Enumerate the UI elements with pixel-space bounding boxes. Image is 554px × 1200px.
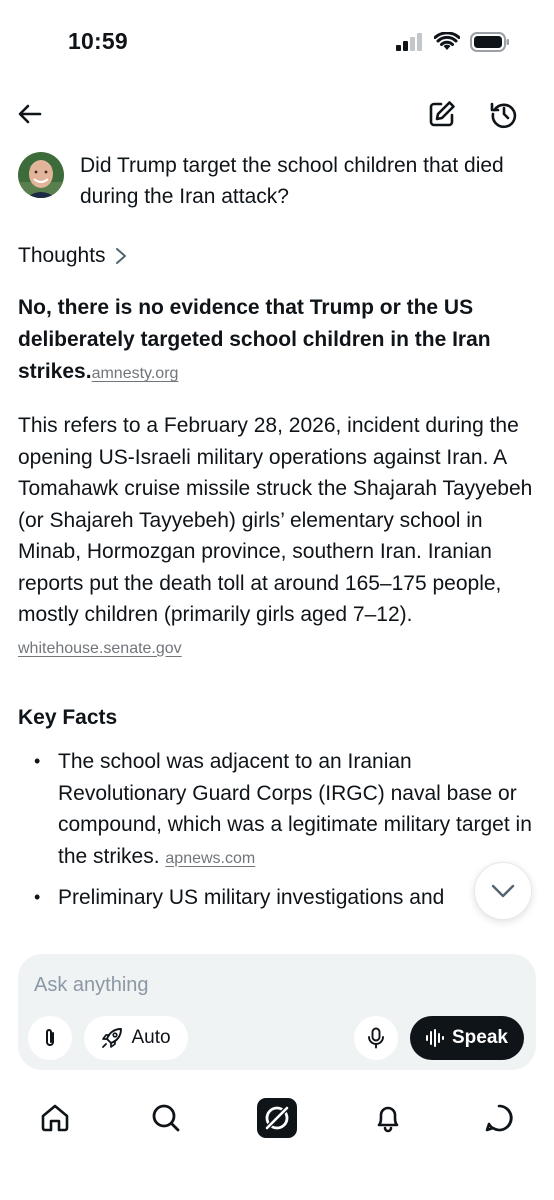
section-heading: Key Facts bbox=[18, 706, 118, 729]
grok-icon bbox=[256, 1097, 298, 1139]
microphone-icon bbox=[367, 1027, 385, 1049]
mode-selector-button[interactable] bbox=[84, 1016, 188, 1060]
nav-home[interactable] bbox=[33, 1096, 77, 1140]
assistant-answer bbox=[18, 292, 538, 922]
answer-lead-text: No, there is no evidence that Trump or the US deliberately targeted school children in the Iran strikes. bbox=[18, 296, 491, 383]
nav-search[interactable] bbox=[144, 1096, 188, 1140]
avatar-image bbox=[18, 152, 64, 198]
scroll-to-bottom-button[interactable] bbox=[474, 862, 532, 920]
answer-lead bbox=[18, 292, 538, 390]
paperclip-icon bbox=[40, 1027, 60, 1049]
citation-link[interactable]: apnews.com bbox=[165, 849, 256, 867]
user-question bbox=[18, 150, 538, 212]
answer-body-text: This refers to a February 28, 2026, incident during the opening US-Israeli military operations against Iran. A Tomahawk cruise missile struck the Shajarah Tayyebeh (or Shajareh Tayyebeh) girls’ elementary school in Minab, Hormozgan province, southern Iran. Iranian reports put the death toll at around 165–175 people, mostly children (primarily girls aged 7–12). bbox=[18, 414, 533, 626]
nav-notifications[interactable] bbox=[366, 1096, 410, 1140]
fact-text: The school was adjacent to an Iranian Revolutionary Guard Corps (IRGC) naval base or compound, which was a legitimate military target in the strikes. bbox=[58, 750, 532, 868]
new-chat-button[interactable] bbox=[422, 94, 462, 134]
messages-icon bbox=[483, 1102, 515, 1134]
back-button[interactable] bbox=[10, 94, 50, 134]
list-item bbox=[18, 746, 538, 874]
question-text: Did Trump target the school children that died during the Iran attack? bbox=[80, 154, 504, 208]
user-avatar bbox=[18, 152, 64, 198]
status-bar bbox=[0, 0, 554, 80]
bottom-navigation bbox=[0, 1090, 554, 1150]
history-icon bbox=[489, 99, 519, 129]
composer bbox=[18, 954, 536, 1070]
arrow-left-icon bbox=[16, 100, 44, 128]
thoughts-label: Thoughts bbox=[18, 244, 106, 267]
chevron-down-icon bbox=[490, 883, 516, 899]
history-button[interactable] bbox=[484, 94, 524, 134]
audio-waveform-icon bbox=[426, 1029, 444, 1047]
nav-messages[interactable] bbox=[477, 1096, 521, 1140]
home-icon bbox=[39, 1102, 71, 1134]
speak-label: Speak bbox=[452, 1027, 508, 1048]
fact-text: Preliminary US military investigations and bbox=[58, 886, 445, 909]
compose-icon bbox=[427, 99, 457, 129]
answer-body bbox=[18, 410, 538, 664]
thoughts-toggle[interactable] bbox=[18, 244, 128, 268]
battery-icon bbox=[470, 32, 510, 52]
rocket-icon bbox=[101, 1027, 123, 1049]
ask-input[interactable] bbox=[34, 974, 514, 997]
notifications-icon bbox=[372, 1102, 404, 1134]
chevron-right-icon bbox=[114, 246, 128, 266]
wifi-icon bbox=[434, 32, 460, 52]
search-icon bbox=[150, 1102, 182, 1134]
auto-label: Auto bbox=[131, 1027, 171, 1048]
key-facts-list bbox=[18, 746, 538, 914]
attach-button[interactable] bbox=[28, 1016, 72, 1060]
nav-grok[interactable] bbox=[255, 1096, 299, 1140]
cellular-signal-icon bbox=[396, 33, 424, 51]
citation-link[interactable]: whitehouse.senate.gov bbox=[18, 639, 182, 657]
citation-link[interactable]: amnesty.org bbox=[91, 365, 179, 382]
top-bar bbox=[0, 92, 554, 138]
status-time: 10:59 bbox=[68, 28, 128, 54]
list-item bbox=[18, 882, 538, 914]
status-icons bbox=[396, 32, 510, 52]
microphone-button[interactable] bbox=[354, 1016, 398, 1060]
speak-button[interactable] bbox=[410, 1016, 524, 1060]
